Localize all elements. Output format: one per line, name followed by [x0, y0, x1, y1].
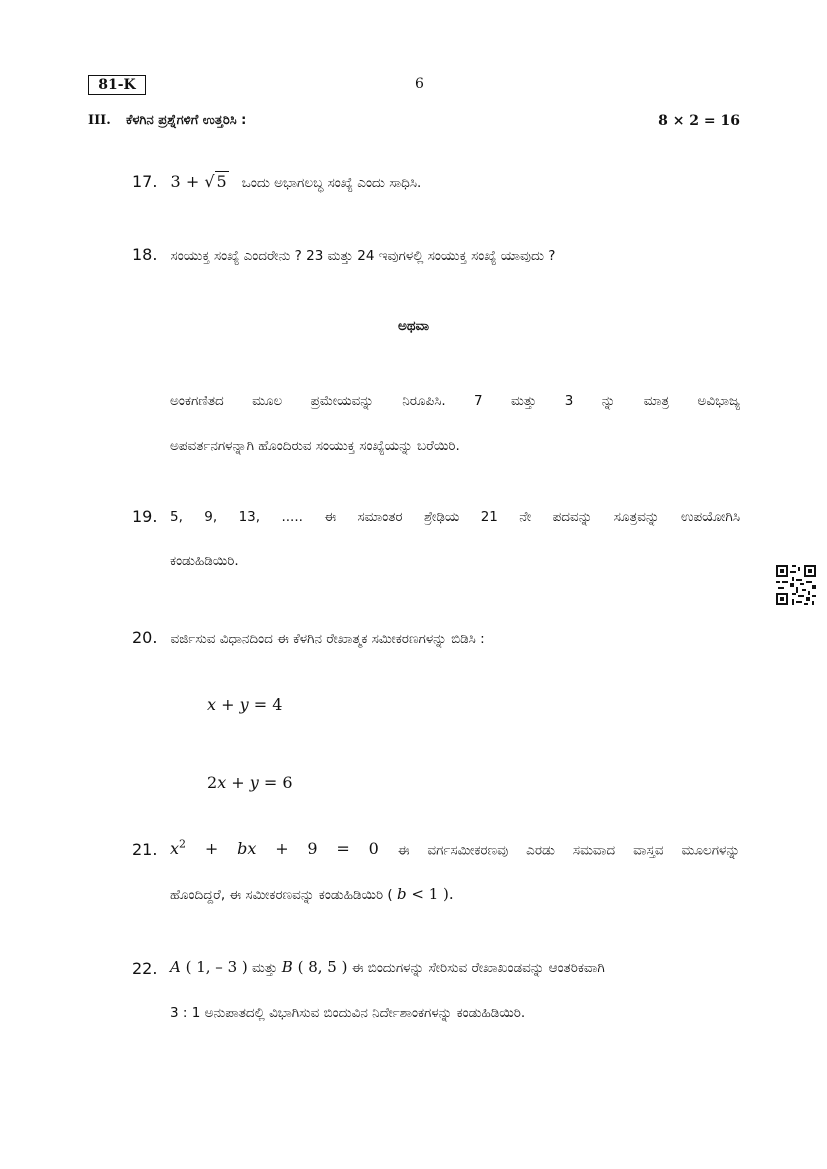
q21-condition — [397, 885, 454, 903]
point-b-coords: ( 8, 5 ) — [292, 958, 348, 976]
question-18 — [132, 245, 744, 266]
plus-sign: + — [226, 773, 250, 792]
radicand: 5 — [216, 172, 227, 191]
var-b: b — [237, 839, 248, 859]
radical-sign: √ — [204, 172, 215, 191]
var-x: x — [217, 773, 227, 792]
point-a — [170, 958, 248, 976]
section-title: ಕೆಳಗಿನ ಪ್ರಶ್ನೆಗಳಿಗೆ ಉತ್ತರಿಸಿ : — [126, 113, 247, 128]
var-x: x — [207, 695, 217, 714]
question-number: 20. — [132, 628, 158, 647]
q18-alt-line-2: ಅಪವರ್ತನಗಳನ್ನಾಗಿ ಹೊಂದಿರುವ ಸಂಯುಕ್ತ ಸಂಖ್ಯೆಯನ್ನು ಬರೆಯಿರಿ. — [170, 438, 460, 454]
page-number: 6 — [415, 76, 424, 92]
q21-line-1 — [170, 838, 740, 860]
q18-alt-line-1: ಅಂಕಗಣಿತದ ಮೂಲ ಪ್ರಮೇಯವನ್ನು ನಿರೂಪಿಸಿ. 7 ಮತ್ತು 3 ನ್ನು ಮಾತ್ರ ಅವಿಭಾಜ್ಯ — [170, 393, 740, 409]
question-17 — [132, 172, 742, 193]
section-marks: 8 × 2 = 16 — [658, 113, 740, 129]
point-b-label: B — [281, 958, 293, 976]
var-y: y — [249, 773, 259, 792]
paper-code: 81-K — [98, 77, 136, 93]
var-b: b — [396, 885, 407, 903]
expression-rest: + 9 = 0 — [256, 839, 379, 859]
question-number: 19. — [132, 507, 158, 526]
question-22 — [132, 957, 744, 981]
q22-line-2: 3 : 1 ಅನುಪಾತದಲ್ಲಿ ವಿಭಾಗಿಸುವ ಬಿಂದುವಿನ ನಿರ್ದೇಶಾಂಕಗಳನ್ನು ಕಂಡುಹಿಡಿಯಿರಿ. — [170, 1005, 526, 1021]
section-heading — [88, 113, 740, 128]
eq2-rhs: = 6 — [258, 773, 293, 792]
exponent: 2 — [179, 838, 187, 851]
question-20 — [132, 628, 744, 649]
q17-text: ಒಂದು ಅಭಾಗಲಬ್ಧ ಸಂಖ್ಯೆ ಎಂದು ಸಾಧಿಸಿ. — [241, 175, 422, 191]
eq1-rhs: = 4 — [248, 695, 283, 714]
equation-2 — [207, 773, 293, 792]
point-a-coords: ( 1, – 3 ) — [180, 958, 248, 976]
point-b — [282, 958, 348, 976]
coefficient: 2 — [207, 773, 218, 792]
question-number: 22. — [132, 959, 158, 978]
q17-expression — [171, 172, 234, 191]
plus-sign: + — [186, 839, 238, 859]
var-x: x — [247, 839, 257, 859]
or-separator: ಅಥವಾ — [397, 318, 430, 334]
section-roman-numeral: III. — [88, 113, 111, 128]
plus-sign: + — [216, 695, 240, 714]
question-21 — [132, 838, 742, 862]
q19-line-2: ಕಂಡುಹಿಡಿಯಿರಿ. — [170, 553, 239, 569]
condition-rest: < 1 ). — [406, 885, 454, 903]
q22-line-1 — [170, 957, 744, 978]
question-number: 18. — [132, 245, 158, 264]
paper-code-box — [88, 75, 146, 95]
q17-expr-prefix: 3 + — [170, 172, 200, 191]
equation-1 — [207, 695, 282, 714]
q19-line-1: 5, 9, 13, ..... ಈ ಸಮಾಂತರ ಶ್ರೇಢಿಯ 21 ನೇ ಪದವನ್ನು ಸೂತ್ರವನ್ನು ಉಪಯೋಗಿಸಿ — [170, 509, 740, 525]
question-number: 21. — [132, 840, 158, 859]
point-a-label: A — [170, 958, 181, 976]
q22-line-1-text: ಈ ಬಿಂದುಗಳನ್ನು ಸೇರಿಸುವ ರೇಖಾಖಂಡವನ್ನು ಆಂತರಿಕವಾಗಿ — [347, 960, 605, 976]
q21-line-1-text: ಈ ವರ್ಗಸಮೀಕರಣವು ಎರಡು ಸಮವಾದ ವಾಸ್ತವ ಮೂಲಗಳನ್ನು — [397, 842, 741, 859]
var-x: x — [170, 839, 180, 859]
q21-line-2 — [170, 884, 740, 905]
q20-text: ವರ್ಜಿಸುವ ವಿಧಾನದಿಂದ ಈ ಕೆಳಗಿನ ರೇಖಾತ್ಮಕ ಸಮೀಕರಣಗಳನ್ನು ಬಿಡಿಸಿ : — [170, 631, 485, 647]
q21-line-2-text: ಹೊಂದಿದ್ದರೆ, ಈ ಸಮೀಕರಣವನ್ನು ಕಂಡುಹಿಡಿಯಿರಿ ( — [170, 887, 393, 903]
var-y: y — [239, 695, 249, 714]
square-root — [204, 172, 228, 191]
q22-and: ಮತ್ತು — [247, 960, 282, 976]
question-number: 17. — [132, 172, 158, 191]
qr-code-icon — [776, 565, 816, 605]
q18-text: ಸಂಯುಕ್ತ ಸಂಖ್ಯೆ ಎಂದರೇನು ? 23 ಮತ್ತು 24 ಇವುಗಳಲ್ಲಿ ಸಂಯುಕ್ತ ಸಂಖ್ಯೆ ಯಾವುದು ? — [170, 248, 556, 264]
quadratic-expression — [170, 839, 379, 858]
